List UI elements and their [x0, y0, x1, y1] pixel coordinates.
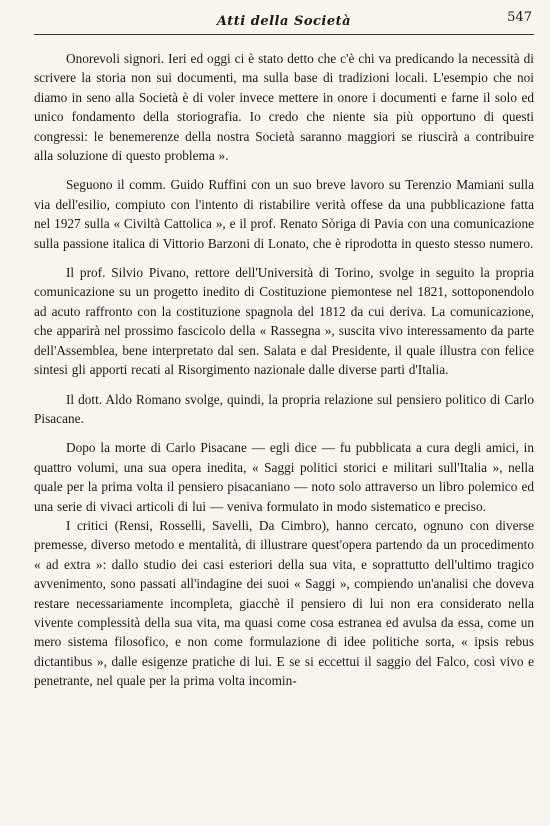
running-title: Atti della Società: [216, 14, 352, 29]
header-rule: [34, 34, 534, 35]
paragraph: Dopo la morte di Carlo Pisacane — egli dice — fu pubblicata a cura degli amici, in quattro volumi, una sua opera inedita, « Saggi politici storici e militari sull'Italia », nella quale per la prima volta il pensiero pisacaniano — noto solo attraverso un libro polemico ed una serie di vivaci articoli di lui — veniva formulato in modo sistematico e preciso.: [34, 440, 534, 514]
paragraph: I critici (Rensi, Rosselli, Savelli, Da Cimbro), hanno cercato, ognuno con diverse premesse, diverso metodo e mentalità, di illustrare quest'opera partendo da un procedimento « ad extra »: dallo studio dei casi esteriori della sua vita, e soprattutto dell'ultimo tragico avvenimento, sono passati all'indagine dei suoi « Saggi », compiendo un'analisi che doveva restare necessariamente incompleta, giacchè il pensiero di lui non era considerato nella vivente complessità della sua vita, ma quasi come cosa estranea ed avulsa da essa, come un mero sistema filosofico, e non come formulazione di idee politiche sorta, « ipsis rebus dictantibus », dalle esigenze pratiche di lui. E se si eccettui il saggio del Falco, così vivo e penetrante, nel quale per la prima volta incomin-: [34, 517, 534, 689]
paragraph: Onorevoli signori. Ieri ed oggi ci è stato detto che c'è chi va predicando la necessità di scrivere la storia non sui documenti, ma sulla base di tradizioni locali. L'esempio che noi diamo in seno alla Società è di voler invece mettere in onore i documenti e farne il solo ed unico fondamento della storiografia. Io credo che niente sia più opportuno di questi congressi: le benemerenze della nostra Società saranno maggiori se riuscirà a contribuire alla soluzione di questo problema ».: [34, 51, 534, 164]
paragraph: Seguono il comm. Guido Ruffini con un suo breve lavoro su Terenzio Mamiani sulla via dell'esilio, compiuto con l'intento di ristabilire verità offese da una pubblicazione fatta nel 1927 sulla « Civiltà Cattolica », e il prof. Renato Sòriga di Pavia con una comunicazione sulla passione italica di Vittorio Barzoni di Lonato, che è riprodotta in questo stesso numero.: [34, 177, 534, 251]
paragraph: Il dott. Aldo Romano svolge, quindi, la propria relazione sul pensiero politico di Carlo Pisacane.: [34, 391, 534, 426]
body-text: [34, 49, 534, 691]
page-header: [34, 10, 534, 32]
paragraph: Il prof. Silvio Pivano, rettore dell'Università di Torino, svolge in seguito la propria comunicazione su un progetto inedito di Costituzione piemontese nel 1821, sottoponendolo ad acuto raffronto con la costituzione spagnola del 1812 da cui deriva. La comunicazione, che apparirà nel prossimo fascicolo della « Rassegna », suscita vivo interessamento da parte dell'Assemblea, bene interpretato dal sen. Salata e dal Presidente, il quale illustra con felice sintesi gli apporti recati al Risorgimento nazionale dalle diverse parti d'Italia.: [34, 265, 534, 378]
page-number: 547: [507, 10, 532, 25]
